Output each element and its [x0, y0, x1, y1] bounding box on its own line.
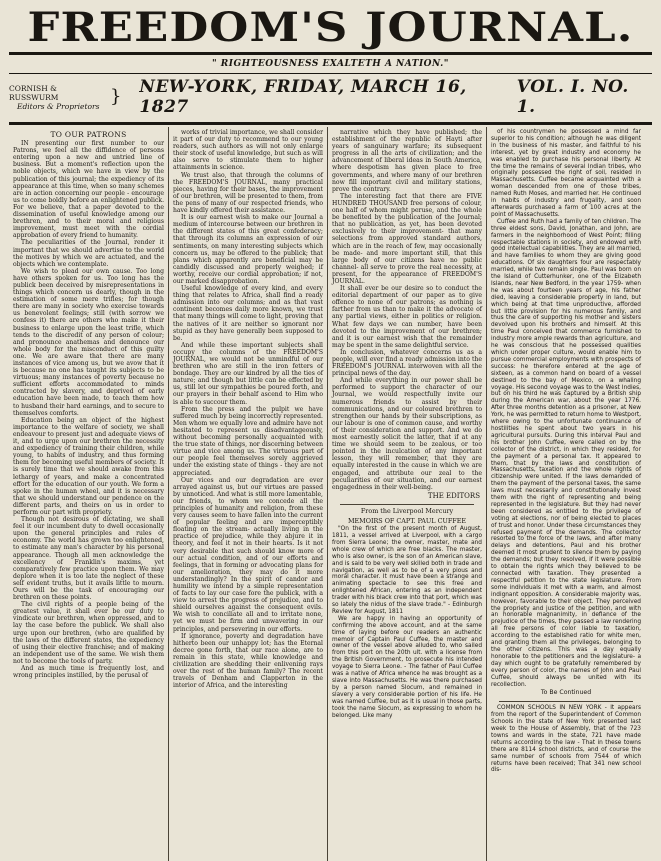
memoir-body	[332, 526, 482, 719]
column-2	[168, 127, 327, 861]
article-divider-2	[499, 701, 633, 702]
masthead-rule-bottom	[9, 122, 652, 125]
issue-date: NEW-YORK, FRIDAY, MARCH 16, 1827	[139, 77, 467, 117]
paragraph: Our vices and our degradation are ever arrayed against us, but our virtues are passed by unnoticed. And what is still more lamentable, our friends, to whom we concede all the principles of humanity and religion, from these very causes seem to have fallen into the current of popular feeling and are imperceptibly floating on the stream- actually living in the practice of prejudice, while they abjure it in theory, and feel it not in their hearts. Is it not very desirable that such should know more of our actual condition, and of our efforts and feelings, that in forming or advocating plans for our amelioration, they may do it more understandingly? In the spirit of candor and humility we intend by a simple representation of facts to lay our case fore the publick, with a view to arrest the progress of prejudice, and to shield ourselves against the consequent evils. We wish to conciliate all and to irritate none, yet we must be firm and unwavering in our principles, and persevering in our efforts.	[173, 476, 323, 633]
paragraph: The peculiarities of the Journal, render it important that we should advertise to the world the motives by which we are actuated, and the objects which we contemplate.	[13, 239, 164, 268]
paragraph: From the press and the pulpit we have suffered much by being incorrectly represented. Men whom we equally love and admire have not hesitated to represent us disadvantageously, without becoming personally acquainted with the true state of things, nor discerning between virtue and vice among us. The virtuous part of our people feel themselves sorely aggrieved under the existing state of things - they are not appreciated.	[173, 405, 323, 477]
editors-names: CORNISH & RUSSWURM	[9, 83, 59, 102]
article-heading-patrons: TO OUR PATRONS	[50, 130, 127, 139]
paragraph: "On the first of the present month of August, 1811, a vessel arrived at Liverpool, with a cargo from Sierra Leone; the owner, master, mate and whole crew of which are free blacks. The master, who is also owner, is the son of an American slave, and is said to be very well skilled both in trade and navigation, as well as to be of a very pious and moral character. It must have been a strange and animating spectacle to see this free and enlightened African, entering as an independent trader with his black crew into that port, which was so lately the nidus of the slave trade." - Edinburgh Review for August, 1811	[332, 526, 482, 615]
paragraph: We wish to plead our own cause. Too long have others spoken for us. Too long has the publick been deceived by misrepresentations in things which concern us dearly, though in the estimation of some mere trifles; for though there are many in society who exercise towards us benevolent feelings; still (with sorrow we confess it) there are others who make it their business to enlarge upon the least trifle, which tends to the discredit of any person of colour; and pronounce anathemas and denounce our whole body for the misconduct of this guilty one. We are aware that there are many instances of vice among us, but we avow that it is because no one has taught its subjects to be virtuous; many instances of poverty because no sufficient efforts accommodated to minds contracted by slavery, and deprived of early education have been made, to teach them how to husband their hard earnings, and to secure to themselves comforts.	[13, 267, 164, 417]
masthead-title: FREEDOM'S JOURNAL.	[27, 4, 634, 51]
source-line: From the Liverpool Mercury	[360, 506, 454, 515]
paragraph: Cuffee and Ruth had a family of ten children. The three eldest sons, David, Jonathan, and John, are farmers in the neighborhood of West Point; filling respectable stations in society, and endowed with good intellectual capabilities. They are all married, and have families to whom they are giving good educations. Of six daughters four are respectably married, while two remain single. Paul was born on the Island of Cutterhunker, one of the Elizabeth Islands, near New Bedford, in the year 1759- when he was about fourteen years of age, his father died, leaving a considerable property in land, but which being at that time unproductive, afforded but little provision for his numerous family, and thus the care of supporting his mother and sisters devolved upon his brothers and himself. At this time Paul conceived that commerce furnished to industry more ample rewards than agriculture, and he was conscious that he possessed qualities which under proper culture, would enable him to pursue commercial employments with prospects of success: he therefore entered at the age of sixteen, as a common hand on board of a vessel destined to the bay of Mexico, on a whaling voyage. His second voyage was to the West Indies, but on his third he was captured by a British ship during the American war, about the year 1776. After three months detention as a prisoner, at New York, he was permitted to return home to Westport, where owing to the unfortunate continuance of hostilities he spent about two years in his agricultural pursuits. During this interval Paul and his brother John Cuffee, were called on by the collector of the district, in which they resided, for the payment of a personal tax. It appeared to them, that by the laws and constitution of Massachusetts, taxation and the whole rights of citizenship were united. If the laws demanded of them the payment of the personal taxes, the same laws must necessarily and constitutionally invest them with the right of representing and being represented in the legislature. But they had never been considered as entitled to the privilege of voting at elections, nor of being elected to places of trust and honor. Under these circumstances they refused payment of the demands. The collector resorted to the force of the laws, and after many delays and detentions, Paul and his brother deemed it most prudent to silence them by paying the demands; but they resolved, if it were possible to obtain the rights which they believed to be connected with taxation. They presented a respectful petition to the state legislature. From some individuals it met with a warm, and almost indignant opposition. A considerable majority was, however, favorable to their object. They perceived the propriety and justice of the petition, and with an honorable magnanimity, in defiance of the prejudice of the times, they passed a law rendering all free persons of color liable to taxation, according to the established ratio for white men, and granting them all the privileges, belonging to the other citizens. This was a day equally honorable to the petitioners and the legislature- a day which ought to be gratefully remembered by every person of color, the names of John and Paul Cuffee, should always be united with its recollection.	[491, 218, 641, 688]
column-3	[327, 127, 486, 861]
dateline	[9, 74, 652, 120]
paragraph: We trust also, that through the columns of the FREEDOM'S JOURNAL, many practical pieces, having for their bases, the improvement of our brethren, will be presented to them, from the pens of many of our respected friends, who have kindly offered their assistance.	[173, 171, 323, 215]
column-4	[486, 127, 645, 861]
editors-role: Editors & Proprietors	[17, 101, 100, 111]
paragraph: Useful knowledge of every kind, and every thing that relates to Africa, shall find a ready admission into our columns; and as that vast continent becomes daily more known, we trust that many things will come to light, proving that the natives of it are neither so ignorant nor stupid as they have generally been supposed to be.	[173, 285, 323, 342]
paragraph: works of trivial importance, we shall consider it part of our duty to recommend to our young readers, such authors as will not only enlarge their stock of useful knowledge, but such as will also serve to stimulate them to higher attainments in science.	[173, 129, 323, 172]
schools-body	[491, 705, 641, 774]
paragraph: narrative which they have published; the establishment of the republic of Hayti after years of sanguinary warfare; its subsequent progress in all the arts of civilization; and the advancement of liberal ideas in South America, where despotism has given place to free governments, and where many of our brethren now fill important civil and military stations, prove the contrary.	[332, 129, 482, 193]
column-1	[9, 127, 168, 861]
paragraph: And while these important subjects shall occupy the columns of the FREEDOM'S JOURNAL, we would not be unmindful of our brethren who are still in the iron fetters of bondage. They are our kindred by all the ties of nature; and though but little can be effected by us, still let our sympathies be poured forth, and our prayers in their behalf ascend to Him who is able to succour them.	[173, 341, 323, 406]
masthead-rule-top	[9, 52, 652, 55]
paragraph: Education being an object of the highest importance to the welfare of society, we shall endeavour to present just and adequate views of it, and to urge upon our brethren the necessity and expediency of training their children, while young, to habits of industry, and thus forming them for becoming useful members of society. It is surely time that we should awake from this lethargy of years, and make a concentrated effort for the education of our youth. We form a spoke in the human wheel, and it is necessary that we should understand our pendence on the different parts, and theirs on us in order to perform our part with propriety.	[13, 416, 164, 516]
motto: " RIGHTEOUSNESS EXALTETH A NATION."	[211, 59, 449, 69]
col3-body	[332, 129, 482, 491]
col4-body	[491, 129, 641, 688]
paragraph: And while everything in our power shall be performed to support the character of our Journal, we would respectfully invite our numerous friends to assist by their communications, and our coloured brethren to strengthen our hands by their subscriptions, as our labour is one of common cause, and worthy of their consideration and support. And we do most earnestly solicit the latter, that if at any time we should seem to be zealous, or too pointed in the inculcation of any important lesson, they will remember, that they are equally interested in the cause in which we are engaged, and attribute our zeal to the peculiarities of our situation, and our earnest engagedness in their well-being.	[332, 377, 482, 491]
editors-text	[9, 84, 107, 111]
editors-signature: THE EDITORS	[427, 491, 480, 500]
paragraph: We are happy in having an opportunity of confirming the above account, and at the same time of laying before our readers an authentic memoir of Captain Paul Cuffee, the master and owner of the vessel above alluded to, who sailed from this port on the 20th ult. with a license from the British Government, to prosecute his intended voyage to Sierra Leone. - The father of Paul Cuffee was a native of Africa whence he was brought as a slave into Massachusetts. He was there purchased by a person named Slocum, and remained in slavery a very considerable portion of his life. He was named Cuffee, but as it is usual in those parts, took the name Slocum, as expressing to whom he belonged. Like many	[332, 615, 482, 719]
paragraph: It shall ever be our desire so to conduct the editorial department of our paper as to give offence to none of our patrons; as nothing is farther from us than to make it the advocate of any partial views, either in politics or religion. What few days we can number, have been devoted to the improvement of our brethren; and it is our earnest wish that the remainder may be spent in the same delightful service.	[332, 285, 482, 349]
memoir-heading: MEMOIRS OF CAPT. PAUL CUFFEE	[347, 516, 467, 525]
col2-body	[173, 129, 323, 689]
editors-block	[9, 84, 121, 111]
col1-body	[13, 140, 164, 679]
paragraph: of his countrymen he possessed a mind far superior to his condition; although he was diligent in the business of his master, and faithful to his interest, yet by great industry and economy he was enabled to purchase his personal liberty. At the time the remains of several Indian tribes, who originally possessed the right of soil, resided in Massachusetts. Cuffee became acquainted with a woman descended from one of those tribes, named Ruth Moses, and married her. He continued in habits of industry and frugality, and soon afterwards purchased a farm of 100 acres at the point of Massachusetts.	[491, 129, 641, 218]
columns	[9, 127, 652, 861]
paragraph: It is our earnest wish to make our Journal a medium of intercourse between our brethren in the different states of this great confederacy; that through its columns an expression of our sentiments, on many interesting subjects which concern us, may be offered to the publick; that plans which apparently are beneficial may be candidly discussed and properly weighed; if worthy, receive our cordial approbation; if not, our marked disapprobation.	[173, 214, 323, 285]
paragraph: The civil rights of a people being of the greatest value, it shall ever be our duty to vindicate our brethren, when oppressed, and to lay the case before the publick. We shall also urge upon our brethren, (who are qualified by the laws of the different states, the expediency of using their elective franchise; and of making an independent use of the same. We wish them not to become the tools of party.	[13, 601, 164, 665]
continued-note: To Be Continued	[540, 689, 592, 697]
paragraph: The interesting fact that there are FIVE HUNDRED THOUSAND free persons of colour, one half of whom might peruse, and the whole be benefited by the publication of the Journal; that no publication, as yet, has been devoted exclusively to their improvement- that many selections from approved standard authors, which are in the reach of few, may occasionally be made- and more important still, that this large body of our citizens have no public channel- all serve to prove the real necessity, at present, for the appearance of FREEDOM'S JOURNAL.	[332, 192, 482, 285]
article-divider	[340, 504, 474, 505]
paragraph: COMMON SCHOOLS IN NEW YORK - It appears from the report of the Superintendent of Common Schools in the state of New York presented last week to the House of Assembly, that of the 723 towns and wards in the state, 721 have made returns according to the law - That in these towns there are 8114 school districts, and of course the same number of schools from 7544 of which returns have been received; That 341 new school dis-	[491, 705, 641, 774]
brace-glyph: }	[109, 86, 122, 107]
paragraph: IN presenting our first number to our Patrons, we feel all the diffidence of persons entering upon a new and untried line of business. But a moment's reflection upon the noble objects, which we have in view by the publication of this journal; the expediency of its appearance at this time, when so many schemes are in action concerning our people - encourage us to come boldly before an enlightened publick. For we believe, that a paper devoted to the dissemination of useful knowledge among our brethren, and to their moral and religious improvement, must meet with the cordial approbation of every friend to humanity.	[13, 140, 164, 240]
paragraph: In conclusion, whatever concerns us as a people, will ever find a ready admission into the FREEDOM'S JOURNAL interwoven with all the principal news of the day.	[332, 348, 482, 378]
volume-number: VOL. I. NO. 1.	[516, 77, 629, 117]
paragraph: If ignorance, poverty and degradation have hitherto been our unhappy lot; has the Eternal decree gone forth, that our race alone, are to remain in this state, while knowledge and civilization are shedding their enlivening rays over the rest of the human family? The recent travels of Denham and Clapperton in the interior of Africa, and the interesting	[173, 632, 323, 690]
paragraph: And as much time is frequently lost, and wrong principles instilled, by the perusal of	[13, 665, 164, 680]
paragraph: Though not desirous of dictating, we shall feel it our incumbent duty to dwell occasionally upon the general principles and rules of economy. The world has grown too enlightened, to estimate any man's character by his personal appearance. Though all men acknowledge the excellency of Franklin's maxims, yet comparatively few practice upon them. We may deplore when it is too late the neglect of these self evident truths, but it avails little to mourn. Ours will be the task of encouraging our brethren on these points.	[13, 516, 164, 602]
